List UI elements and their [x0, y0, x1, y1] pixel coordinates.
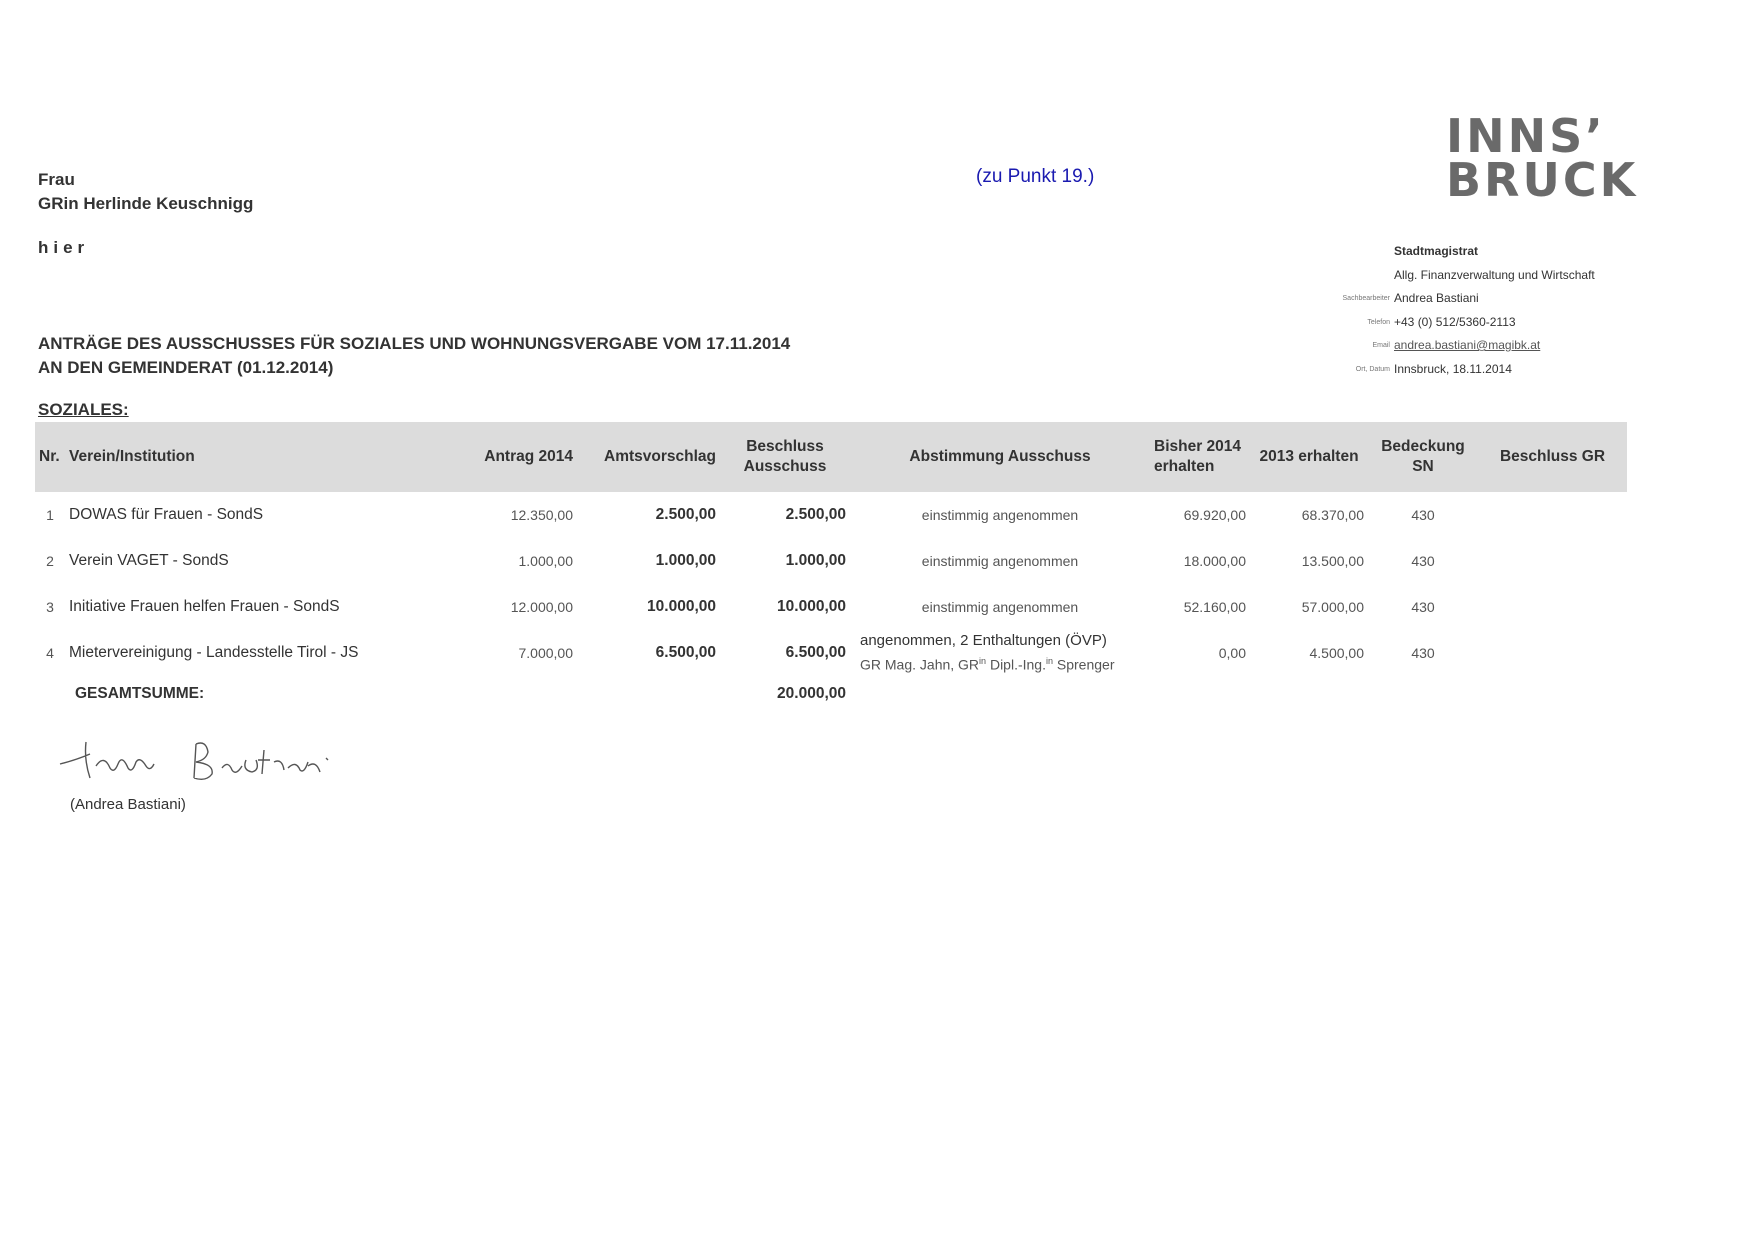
place-date: Innsbruck, 18.11.2014: [1394, 361, 1512, 376]
col-verein: Verein/Institution: [69, 448, 195, 465]
heading-line-2: AN DEN GEMEINDERAT (01.12.2014): [38, 358, 334, 377]
innsbruck-logo: [1446, 109, 1639, 207]
table-row: 1 DOWAS für Frauen - SondS 12.350,00 2.500,00 2.500,00 einstimmig angenommen 69.920,00 68.370,00 430: [46, 506, 1435, 523]
total-value: 20.000,00: [777, 685, 846, 702]
col-nr: Nr.: [39, 448, 60, 465]
col-bisher: Bisher 2014 erhalten: [1154, 438, 1242, 475]
col-bedeckung: Bedeckung SN: [1381, 438, 1465, 475]
phone-label: Telefon: [1367, 318, 1390, 326]
applications-table: [35, 422, 1627, 712]
total-row: [35, 676, 1627, 712]
recipient-hier: hier: [38, 238, 90, 257]
clerk-name: Andrea Bastiani: [1394, 291, 1479, 305]
recipient-salutation: Frau: [38, 170, 75, 189]
signer-name: (Andrea Bastiani): [70, 796, 186, 813]
handwritten-signature: [56, 730, 356, 790]
section-title: SOZIALES:: [38, 400, 129, 419]
place-date-label: Ort, Datum: [1355, 365, 1390, 373]
total-label: GESAMTSUMME:: [75, 685, 205, 702]
office-info: [1300, 240, 1595, 381]
table-header-row: [35, 422, 1627, 492]
office-department: Allg. Finanzverwaltung und Wirtschaft: [1394, 267, 1595, 282]
col-beschluss-ausschuss: Beschluss Ausschuss: [743, 438, 827, 475]
document-heading: [38, 332, 790, 380]
phone-number: +43 (0) 512/5360-2113: [1394, 314, 1516, 329]
table-row: 2 Verein VAGET - SondS 1.000,00 1.000,00 1.000,00 einstimmig angenommen 18.000,00 13.500,00 430: [46, 552, 1435, 569]
office-name: Stadtmagistrat: [1394, 244, 1479, 258]
email-link[interactable]: andrea.bastiani@magibk.at: [1394, 338, 1541, 352]
col-abstimmung: Abstimmung Ausschuss: [909, 448, 1091, 465]
col-antrag: Antrag 2014: [484, 448, 573, 465]
logo-line-2: BRUCK: [1446, 153, 1639, 207]
agenda-reference: (zu Punkt 19.): [976, 166, 1095, 187]
recipient-name: GRin Herlinde Keuschnigg: [38, 194, 254, 213]
recipient-block: [38, 168, 253, 216]
table-row: 4 Mietervereinigung - Landesstelle Tirol - JS 7.000,00 6.500,00 6.500,00 angenommen, 2 Enthaltungen (ÖVP) GR Mag. Jahn, $GR^{in}$ Dipl.-Ing.$^{in}$ Sprenger 0,00 4.500,00 430: [35, 630, 1627, 676]
vote-detail: angenommen, 2 Enthaltungen (ÖVP) GR Mag. Jahn, $GR^{in}$ Dipl.-Ing.$^{in}$ Sprenger: [860, 632, 1115, 673]
col-beschluss-gr: Beschluss GR: [1499, 448, 1606, 465]
clerk-label: Sachbearbeiter: [1342, 295, 1390, 302]
col-amtsvorschlag: Amtsvorschlag: [604, 448, 716, 465]
col-2013: 2013 erhalten: [1259, 448, 1359, 465]
logo-line-1: INNS’: [1446, 109, 1606, 163]
table-row: 3 Initiative Frauen helfen Frauen - SondS 12.000,00 10.000,00 10.000,00 einstimmig angenommen 52.160,00 57.000,00 430: [46, 598, 1435, 615]
email-label: Email: [1372, 342, 1390, 349]
heading-line-1: ANTRÄGE DES AUSSCHUSSES FÜR SOZIALES UND WOHNUNGSVERGABE VOM 17.11.2014: [38, 334, 791, 353]
